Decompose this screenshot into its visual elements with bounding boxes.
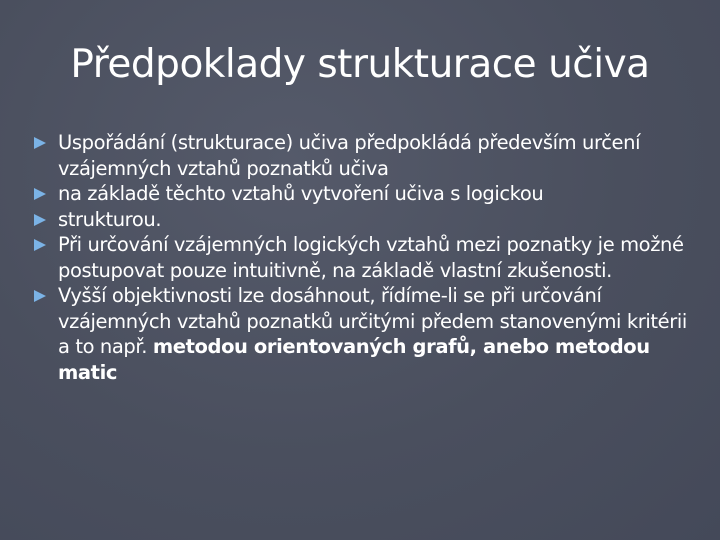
triangle-right-icon	[34, 290, 46, 302]
bullet-item	[34, 283, 698, 385]
bullet-item	[34, 207, 698, 233]
bullet-text: na základě těchto vztahů vytvoření učiva s logickou	[58, 182, 544, 205]
slide-title: Předpoklady strukturace učiva	[70, 42, 650, 87]
bullet-list	[34, 130, 698, 385]
bullet-text: Vyšší objektivnosti lze dosáhnout, řídíme-li se při určování vzájemných vztahů poznatků určitými předem stanovenými kritérii a to např.	[58, 284, 687, 358]
triangle-right-icon	[34, 239, 46, 251]
triangle-right-icon	[34, 137, 46, 149]
bullet-item	[34, 181, 698, 207]
triangle-right-icon	[34, 214, 46, 226]
bullet-item	[34, 232, 698, 283]
bullet-bold-text: metodou orientovaných grafů, anebo metodou matic	[58, 335, 650, 384]
triangle-right-icon	[34, 188, 46, 200]
bullet-text: Uspořádání (strukturace) učiva předpokládá především určení vzájemných vztahů poznatků učiva	[58, 131, 641, 180]
bullet-text: strukturou.	[58, 207, 162, 231]
bullet-item	[34, 130, 698, 181]
bullet-text: Při určování vzájemných logických vztahů mezi poznatky je možné postupovat pouze intuitivně, na základě vlastní zkušenosti.	[58, 233, 684, 282]
